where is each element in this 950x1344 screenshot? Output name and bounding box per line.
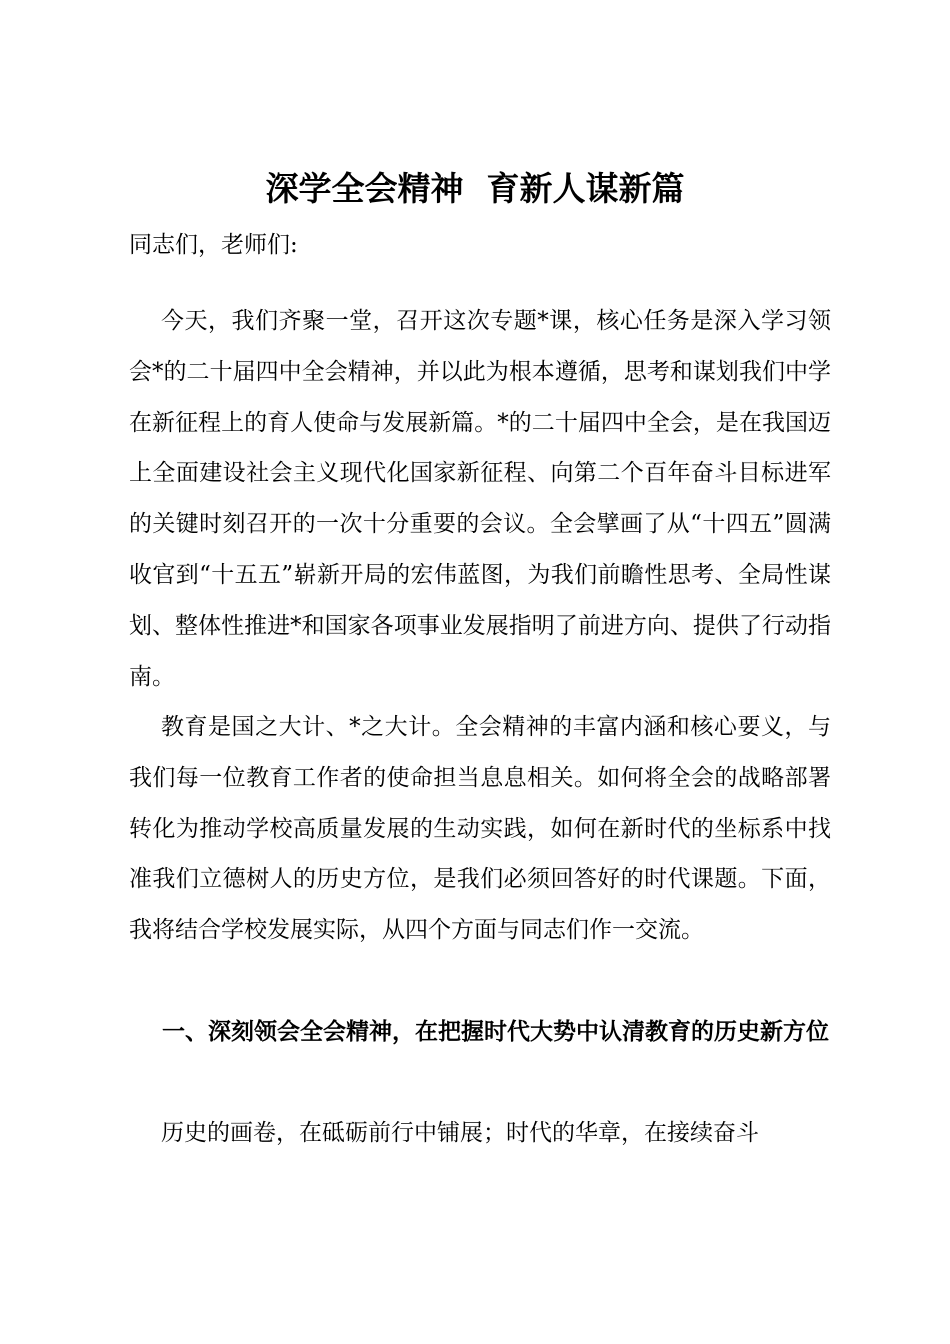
salutation: 同志们，老师们:	[129, 232, 298, 258]
section-heading-1: 一、深刻领会全会精神，在把握时代大势中认清教育的历史新方位	[162, 1019, 829, 1045]
paragraph-1: 今天，我们齐聚一堂，召开这次专题*课，核心任务是深入学习领会*的二十届四中全会精神，并以此为根本遵循，思考和谋划我们中学在新征程上的育人使命与发展新篇。*的二十届四中全会，是在我国迈上全面建设社会主义现代化国家新征程、向第二个百年奋斗目标进军的关键时刻召开的一次十分重要的会议。全会擘画了从“十四五”圆满收官到“十五五”崭新开局的宏伟蓝图，为我们前瞻性思考、全局性谋划、整体性推进*和国家各项事业发展指明了前进方向、提供了行动指南。	[129, 308, 831, 690]
document-title: 深学全会精神 育新人谋新篇	[265, 169, 685, 208]
paragraph-3: 历史的画卷，在砥砺前行中铺展；时代的华章，在接续奋斗	[161, 1120, 759, 1146]
paragraph-2: 教育是国之大计、*之大计。全会精神的丰富内涵和核心要义，与我们每一位教育工作者的使命担当息息相关。如何将全会的战略部署转化为推动学校高质量发展的生动实践，如何在新时代的坐标系中找准我们立德树人的历史方位，是我们必须回答好的时代课题。下面，我将结合学校发展实际，从四个方面与同志们作一交流。	[129, 714, 831, 944]
